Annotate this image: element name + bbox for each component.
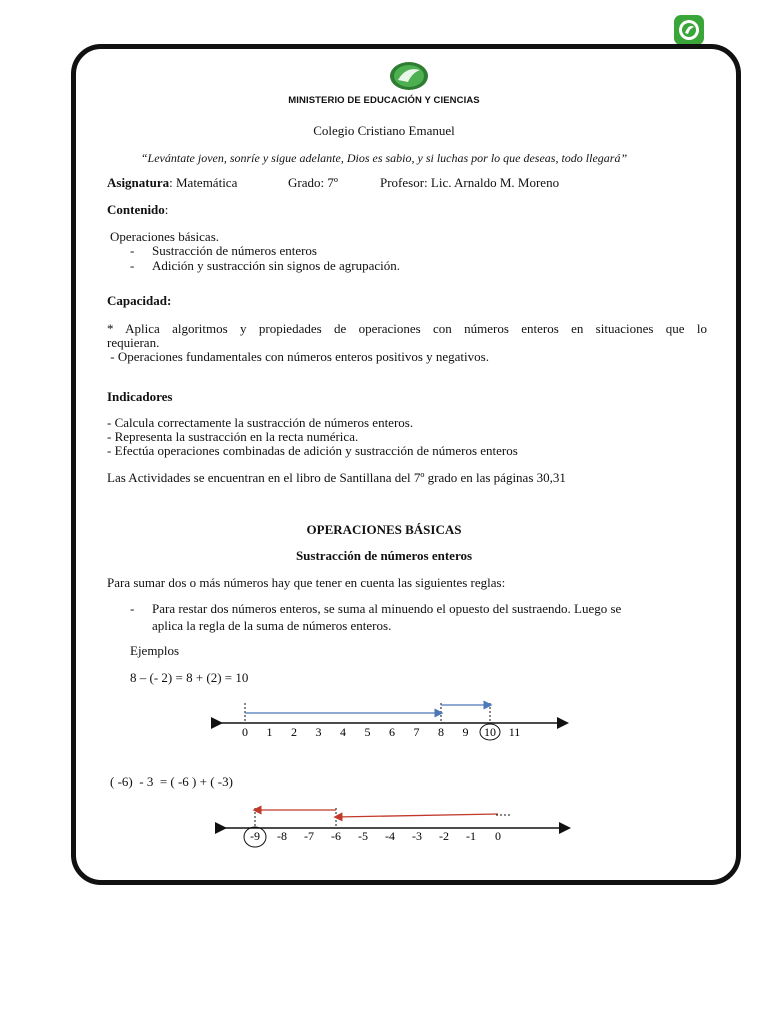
tick-label: 8 xyxy=(438,725,444,739)
subject-line xyxy=(107,175,237,191)
teacher-text: Profesor: Lic. Arnaldo M. Moreno xyxy=(380,175,560,190)
lesson-title: OPERACIONES BÁSICAS xyxy=(306,522,462,537)
tick-label: -5 xyxy=(358,829,368,843)
tick-label: -2 xyxy=(439,829,449,843)
tick-label: 7 xyxy=(413,725,420,739)
ministry-seal-icon xyxy=(388,60,430,92)
examples-label: Ejemplos xyxy=(130,643,180,658)
school-name: Colegio Cristiano Emanuel xyxy=(313,123,455,138)
corner-logo-icon xyxy=(673,14,705,46)
rule-dash: - xyxy=(130,601,135,616)
motto-quote: “Levántate joven, sonríe y sigue adelante, Dios es sabio, y si luchas por lo que deseas, todo llegará” xyxy=(140,151,628,165)
tick-label: 9 xyxy=(462,725,469,739)
subject-label: Asignatura xyxy=(107,175,170,190)
example-1: 8 – (- 2) = 8 + (2) = 10 xyxy=(130,670,249,685)
tick-label: -6 xyxy=(331,829,341,843)
tick-label: 2 xyxy=(291,725,297,739)
capacidad-line-1: * Aplica algoritmos y propiedades de operaciones con números enteros en situaciones que lo xyxy=(107,321,707,336)
contenido-intro: Operaciones básicas. xyxy=(110,229,220,244)
tick-label: 0 xyxy=(495,829,501,843)
tick-label: -4 xyxy=(385,829,395,843)
number-line-2 xyxy=(0,798,768,850)
number-line-1 xyxy=(0,695,768,745)
rule-line-2: aplica la regla de la suma de números enteros. xyxy=(152,618,392,633)
indicador-item-1: - Calcula correctamente la sustracción de números enteros. xyxy=(107,415,414,430)
contenido-bullet-1: Sustracción de números enteros xyxy=(152,243,317,258)
contenido-heading-text: Contenido xyxy=(107,202,165,217)
rule-line-1: Para restar dos números enteros, se suma al minuendo el opuesto del sustraendo. Luego se xyxy=(152,601,622,616)
activities-note: Las Actividades se encuentran en el libro de Santillana del 7º grado en las páginas 30,31 xyxy=(107,470,566,485)
contenido-dash-2: - xyxy=(130,258,135,273)
tick-label: 10 xyxy=(484,725,496,739)
tick-label: 11 xyxy=(508,725,521,739)
tick-label: 0 xyxy=(242,725,248,739)
contenido-dash-1: - xyxy=(130,243,135,258)
jump-arrow-1 xyxy=(336,814,498,817)
tick-label: -1 xyxy=(466,829,476,843)
contenido-heading xyxy=(107,202,168,218)
capacidad-line-3: - Operaciones fundamentales con números enteros positivos y negativos. xyxy=(107,349,489,364)
subject-value: : Matemática xyxy=(169,175,238,190)
ministry-name: MINISTERIO DE EDUCACIÓN Y CIENCIAS xyxy=(288,95,480,106)
lesson-intro: Para sumar dos o más números hay que tener en cuenta las siguientes reglas: xyxy=(107,575,506,590)
tick-label: 6 xyxy=(389,725,395,739)
tick-label: -3 xyxy=(412,829,422,843)
tick-label: -7 xyxy=(304,829,314,843)
tick-label: -8 xyxy=(277,829,287,843)
indicadores-heading: Indicadores xyxy=(107,389,173,404)
indicador-item-2: - Representa la sustracción en la recta numérica. xyxy=(107,429,359,444)
indicador-item-3: - Efectúa operaciones combinadas de adición y sustracción de números enteros xyxy=(107,443,518,458)
tick-label: 1 xyxy=(266,725,273,739)
capacidad-heading: Capacidad: xyxy=(107,293,172,308)
example-2: ( -6) - 3 = ( -6 ) + ( -3) xyxy=(110,774,233,789)
tick-label: 3 xyxy=(315,725,322,739)
document-frame xyxy=(71,44,741,885)
tick-label: -9 xyxy=(250,829,260,843)
lesson-subtitle: Sustracción de números enteros xyxy=(295,548,473,563)
tick-label: 5 xyxy=(364,725,371,739)
grade-text: Grado: 7º xyxy=(288,175,338,190)
contenido-colon: : xyxy=(164,202,169,217)
capacidad-line-2: requieran. xyxy=(107,335,160,350)
tick-label: 4 xyxy=(340,725,346,739)
contenido-bullet-2: Adición y sustracción sin signos de agrupación. xyxy=(152,258,401,273)
